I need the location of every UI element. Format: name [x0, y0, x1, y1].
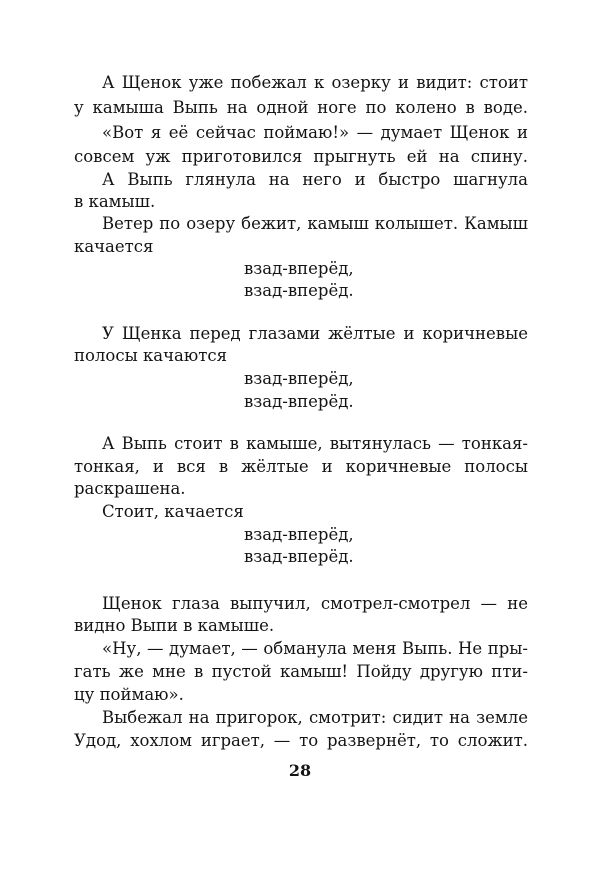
text-line: полосы качаются	[74, 346, 228, 365]
text-line: А Выпь стоит в камыше, вытянулась — тонкая-	[102, 434, 528, 453]
text-line: У Щенка перед глазами жёлтые и коричневые	[102, 324, 528, 343]
text-line: Щенок глаза выпучил, смотрел-смотрел — не	[102, 594, 528, 613]
text-line: в камыш.	[74, 192, 156, 211]
refrain-line: взад-вперёд,	[244, 259, 354, 278]
refrain-line: взад-вперёд.	[244, 547, 354, 566]
text-line: Ветер по озеру бежит, камыш колышет. Камыш	[102, 214, 528, 233]
text-line: Стоит, качается	[102, 502, 244, 521]
text-line: у камыша Выпь на одной ноге по колено в воде.	[74, 98, 528, 117]
text-line: А Щенок уже побежал к озерку и видит: стоит	[102, 73, 528, 92]
text-line: гать же мне в пустой камыш! Пойду другую пти-	[74, 662, 528, 681]
text-line: совсем уж приготовился прыгнуть ей на спину.	[74, 147, 528, 166]
text-line: раскрашена.	[74, 479, 186, 498]
text-line: «Вот я её сейчас поймаю!» — думает Щенок и	[102, 123, 528, 142]
text-line: цу поймаю».	[74, 685, 184, 704]
text-line: «Ну, — думает, — обманула меня Выпь. Не пры-	[102, 639, 528, 658]
page-number: 28	[288, 761, 312, 780]
text-line: Удод, хохлом играет, — то развернёт, то сложит.	[74, 731, 528, 750]
text-line: Выбежал на пригорок, смотрит: сидит на земле	[102, 708, 528, 727]
refrain-line: взад-вперёд.	[244, 281, 354, 300]
text-line: А Выпь глянула на него и быстро шагнула	[102, 170, 528, 189]
refrain-line: взад-вперёд,	[244, 525, 354, 544]
refrain-line: взад-вперёд,	[244, 369, 354, 388]
text-line: тонкая, и вся в жёлтые и коричневые полосы	[74, 457, 528, 476]
text-line: качается	[74, 237, 154, 256]
text-line: видно Выпи в камыше.	[74, 616, 275, 635]
refrain-line: взад-вперёд.	[244, 392, 354, 411]
